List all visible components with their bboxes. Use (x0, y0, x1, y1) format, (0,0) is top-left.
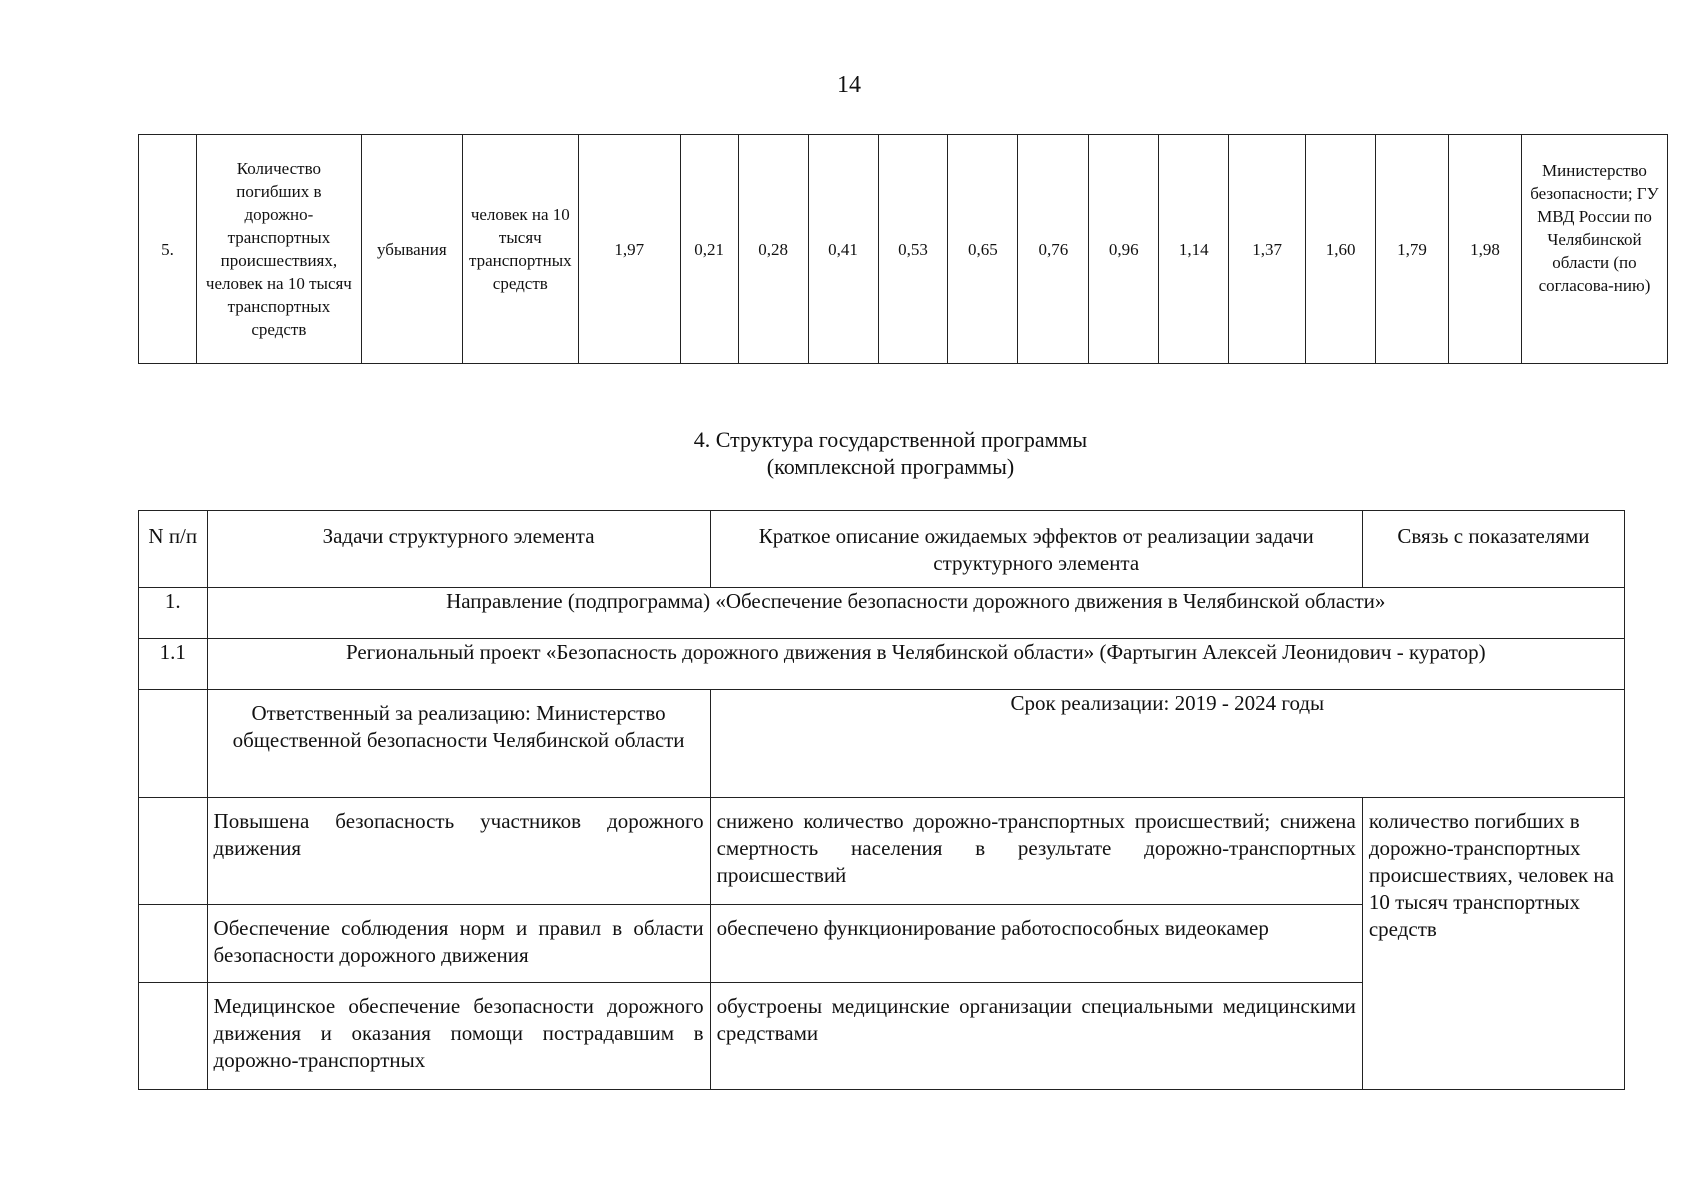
indicator-num: 5. (139, 135, 197, 364)
indicator-unit: человек на 10 тысяч транспортных средств (462, 135, 578, 364)
term-text: Срок реализации: 2019 - 2024 годы (710, 690, 1624, 798)
section-heading (0, 426, 1698, 480)
indicator-value: 0,53 (878, 135, 948, 364)
effect-text: обустроены медицинские организации специальными медицинскими средствами (710, 983, 1362, 1090)
section-subtitle: (комплексной программы) (766, 454, 1015, 479)
indicator-value: 0,96 (1089, 135, 1159, 364)
empty-cell (139, 905, 208, 983)
direction-text: Направление (подпрограмма) «Обеспечение безопасности дорожного движения в Челябинской области» (207, 588, 1624, 639)
empty-cell (139, 798, 208, 905)
indicator-value: 1,60 (1306, 135, 1376, 364)
indicator-name: Количество погибших в дорожно-транспортных происшествиях, человек на 10 тысяч транспортных средств (196, 135, 361, 364)
structure-table (138, 510, 1625, 1090)
page-number: 14 (837, 72, 861, 98)
indicator-value: 0,21 (680, 135, 738, 364)
indicator-responsible: Министерство безопасности; ГУ МВД России по Челябинской области (по согласова-нию) (1521, 135, 1667, 364)
effect-text: обеспечено функционирование работоспособных видеокамер (710, 905, 1362, 983)
direction-num: 1. (139, 588, 208, 639)
header-num: N п/п (139, 511, 208, 588)
project-row (139, 639, 1625, 690)
header-effects: Краткое описание ожидаемых эффектов от реализации задачи структурного элемента (710, 511, 1362, 588)
empty-cell (139, 690, 208, 798)
header-link: Связь с показателями (1362, 511, 1624, 588)
responsible-text: Ответственный за реализацию: Министерство общественной безопасности Челябинской области (207, 690, 710, 798)
indicator-value: 0,41 (808, 135, 878, 364)
indicator-value: 0,65 (948, 135, 1018, 364)
indicator-table (138, 134, 1668, 364)
indicator-value: 1,98 (1449, 135, 1522, 364)
indicator-value: 0,76 (1018, 135, 1089, 364)
indicator-row (139, 135, 1668, 364)
section-title: 4. Структура государственной программы (693, 427, 1088, 452)
task-row (139, 798, 1625, 905)
project-num: 1.1 (139, 639, 208, 690)
indicator-direction: убывания (361, 135, 462, 364)
responsible-row (139, 690, 1625, 798)
direction-row (139, 588, 1625, 639)
indicator-value: 1,79 (1376, 135, 1449, 364)
project-text: Региональный проект «Безопасность дорожного движения в Челябинской области» (Фартыгин Алексей Леонидович - куратор) (207, 639, 1624, 690)
header-row (139, 511, 1625, 588)
task-text: Повышена безопасность участников дорожного движения (207, 798, 710, 905)
indicator-value: 1,14 (1159, 135, 1229, 364)
task-text: Медицинское обеспечение безопасности дорожного движения и оказания помощи пострадавшим в дорожно-транспортных (207, 983, 710, 1090)
link-text: количество погибших в дорожно-транспортных происшествиях, человек на 10 тысяч транспортных средств (1362, 798, 1624, 1090)
header-tasks: Задачи структурного элемента (207, 511, 710, 588)
effect-text: снижено количество дорожно-транспортных происшествий; снижена смертность населения в результате дорожно-транспортных происшествий (710, 798, 1362, 905)
indicator-value: 0,28 (738, 135, 808, 364)
indicator-value: 1,37 (1229, 135, 1306, 364)
indicator-value: 1,97 (578, 135, 680, 364)
empty-cell (139, 983, 208, 1090)
task-text: Обеспечение соблюдения норм и правил в области безопасности дорожного движения (207, 905, 710, 983)
